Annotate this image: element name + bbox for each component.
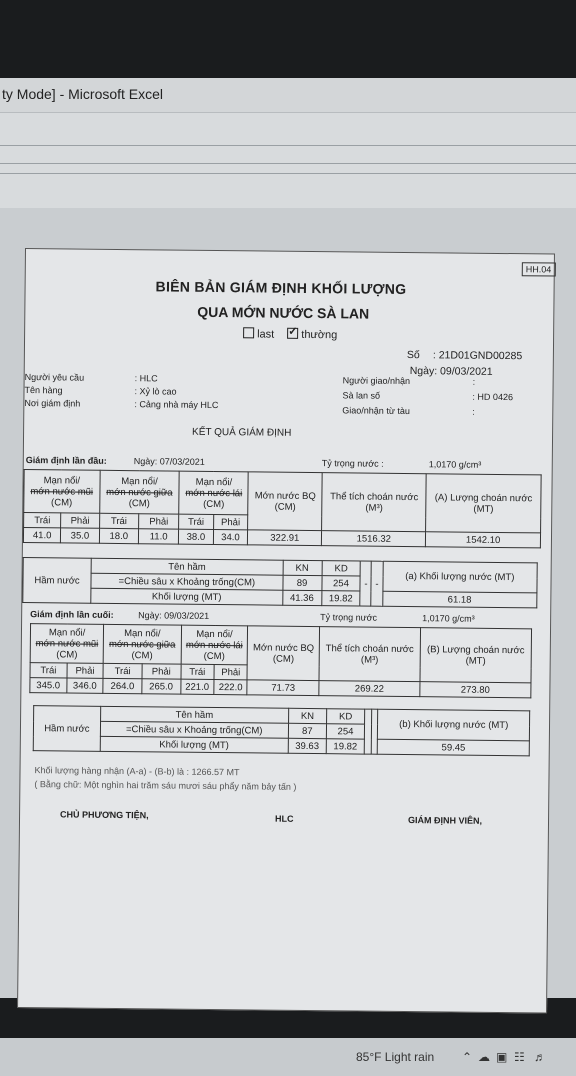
opt-last-label: last [257,328,275,341]
cell: 265.0 [142,679,181,694]
cell: 254 [326,724,364,739]
cell: 35.0 [61,528,99,543]
doc-title: BIÊN BẢN GIÁM ĐỊNH KHỐI LƯỢNG [155,278,407,297]
hdr-phai: Phải [142,664,181,679]
hdr-mon-bq: Mớn nước BQ (CM) [247,626,319,681]
summary-total: Khối lượng hàng nhận (A-a) - (B-b) là : 1266.57 MT [34,765,240,778]
s2-label: Giám định lần cuối: [30,609,114,620]
doc-subtitle: QUA MỚN NƯỚC SÀ LAN [197,303,370,322]
col-kn: KN [288,708,326,723]
opt-normal-label: thường [301,328,338,342]
cell: 345.0 [30,678,67,693]
cell: 89 [282,575,321,590]
hdr-giua: Mạn nổi/ mớn nước giữa (CM) [99,470,179,514]
cell: - [360,561,372,606]
print-preview-page [17,248,555,1014]
cell: 322.91 [248,530,322,546]
receiver-value: : [472,376,476,387]
barge-label: Sà lan số [342,390,381,401]
s1-ballast-table [22,557,537,608]
cell: 11.0 [138,529,178,544]
s1-density: 1,0170 g/cm³ [428,459,482,470]
hdr-trai: Trái [99,513,139,528]
hdr-mui: Mạn nổi/ mớn nước mũi (CM) [24,470,100,514]
cell: 1542.10 [426,532,541,548]
window-titlebar[interactable] [0,78,576,113]
cloud-icon[interactable]: ☁ [478,1050,490,1064]
place-value: : Cảng nhà máy HLC [134,399,219,411]
cell: 221.0 [180,679,214,694]
s2-draft-table [29,623,532,698]
requester-label: Người yêu cầu [24,372,85,383]
hdr-phai: Phải [61,513,99,528]
window-title: ty Mode] - Microsoft Excel [2,86,164,102]
hdr-trai: Trái [30,663,67,678]
khoi-luong: Khối lượng (MT) [100,736,288,753]
ribbon-area [0,113,576,208]
ship-label: Giao/nhận từ tàu [342,405,410,417]
hdr-trai: Trái [103,663,142,678]
requester-value: : HLC [134,373,158,384]
goods-label: Tên hàng [24,385,63,396]
s1-density-label: Tỷ trọng nước : [321,458,384,469]
ship-value: : [472,406,475,417]
network-icon[interactable]: ☷ [514,1050,525,1064]
khoi-luong: Khối lượng (MT) [91,588,283,605]
cell: 254 [321,576,360,591]
so-label: Số [406,349,420,362]
col-kd: KD [322,561,361,576]
hdr-phai: Phải [139,514,179,529]
ham-nuoc-label: Hầm nước [33,706,100,752]
sign-inspector: GIÁM ĐỊNH VIÊN, [407,815,483,826]
ten-ham: Tên hầm [100,706,288,723]
s2-date: Ngày: 09/03/2021 [138,610,210,621]
cell: 264.0 [103,678,142,693]
display-icon[interactable]: ▣ [496,1050,508,1064]
cell: 59.45 [378,739,530,756]
cell: 41.36 [282,590,321,605]
cell: 346.0 [66,678,103,693]
sign-owner: CHỦ PHƯƠNG TIỆN, [60,809,149,821]
hdr-mon-bq: Mớn nước BQ (CM) [248,472,322,531]
s1-label: Giám định lần đầu: [25,455,107,466]
sign-hlc: HLC [274,813,294,824]
hdr-trai: Trái [179,514,213,529]
hdr-the-tich: Thể tích choán nước (M³) [319,627,420,682]
weather-widget[interactable]: 85°F Light rain [356,1050,435,1064]
taskbar [0,1038,576,1076]
screen [0,78,576,1064]
hdr-trai: Trái [24,513,62,528]
hdr-mui: Mạn nổi/ mớn nước mũi (CM) [30,624,104,664]
cell: 34.0 [213,529,248,544]
hdr-trai: Trái [181,664,215,679]
col-kn: KN [283,560,322,575]
checkbox-last[interactable] [243,327,254,338]
s2-ballast-table [33,705,530,756]
cell: 273.80 [420,682,531,698]
summary-words: ( Bằng chữ: Một nghìn hai trăm sáu mươi sáu phẩy năm bảy tấn ) [34,779,297,792]
kl-label-a: (a) Khối lượng nước (MT) [382,561,537,593]
ham-nuoc-label: Hầm nước [23,557,92,603]
hdr-lai: Mạn nổi/ mớn nước lái (CM) [181,625,248,665]
doc-date: Ngày: 09/03/2021 [409,365,493,378]
cell: 19.82 [326,739,364,754]
option-row [243,327,337,341]
cell: 39.63 [288,738,326,753]
cell: 38.0 [179,529,213,544]
chieu-sau: =Chiều sâu x Khoảng trống(CM) [91,573,283,590]
checkbox-normal[interactable] [287,328,298,339]
cell: 61.18 [382,591,537,608]
s2-density: 1,0170 g/cm³ [422,613,475,624]
hdr-kl-a: (A) Lượng choán nước (MT) [426,474,541,533]
kl-label-b: (b) Khối lượng nước (MT) [378,709,530,741]
hdr-phai: Phải [213,514,248,529]
hdr-the-tich: Thể tích choán nước (M³) [322,473,427,532]
hdr-phai: Phải [67,663,104,678]
barge-value: : HD 0426 [472,391,514,403]
cell: 269.22 [319,681,420,697]
s1-draft-table [23,469,542,548]
ten-ham: Tên hầm [91,558,283,575]
cell: 1516.32 [322,531,426,547]
cell: 71.73 [247,680,319,696]
s2-density-label: Tỷ trọng nước [320,612,378,623]
s1-date: Ngày: 07/03/2021 [133,456,205,467]
hdr-kl-b: (B) Lượng choán nước (MT) [420,628,532,683]
cell: 87 [288,723,326,738]
cell: 41.0 [23,528,61,543]
receiver-label: Người giao/nhận [342,375,411,387]
chieu-sau: =Chiều sâu x Khoảng trống(CM) [100,721,288,738]
col-kd: KD [326,709,364,724]
cell: - [371,561,383,606]
chevron-up-icon[interactable]: ⌃ [462,1050,473,1064]
form-code: HH.04 [522,262,556,276]
so-value: : 21D01GND00285 [432,349,523,363]
goods-value: : Xỷ lò cao [134,386,177,397]
volume-icon[interactable]: ♬ [534,1050,546,1064]
cell: 222.0 [214,680,248,695]
cell: 18.0 [99,528,139,543]
hdr-lai: Mạn nổi/ mớn nước lái (CM) [179,471,249,515]
cell: 19.82 [321,591,360,606]
hdr-giua: Mạn nổi/ mớn nước giữa (CM) [103,624,181,664]
result-title: KẾT QUẢ GIÁM ĐỊNH [192,426,292,439]
place-label: Nơi giám định [24,398,81,409]
hdr-phai: Phải [214,665,248,680]
